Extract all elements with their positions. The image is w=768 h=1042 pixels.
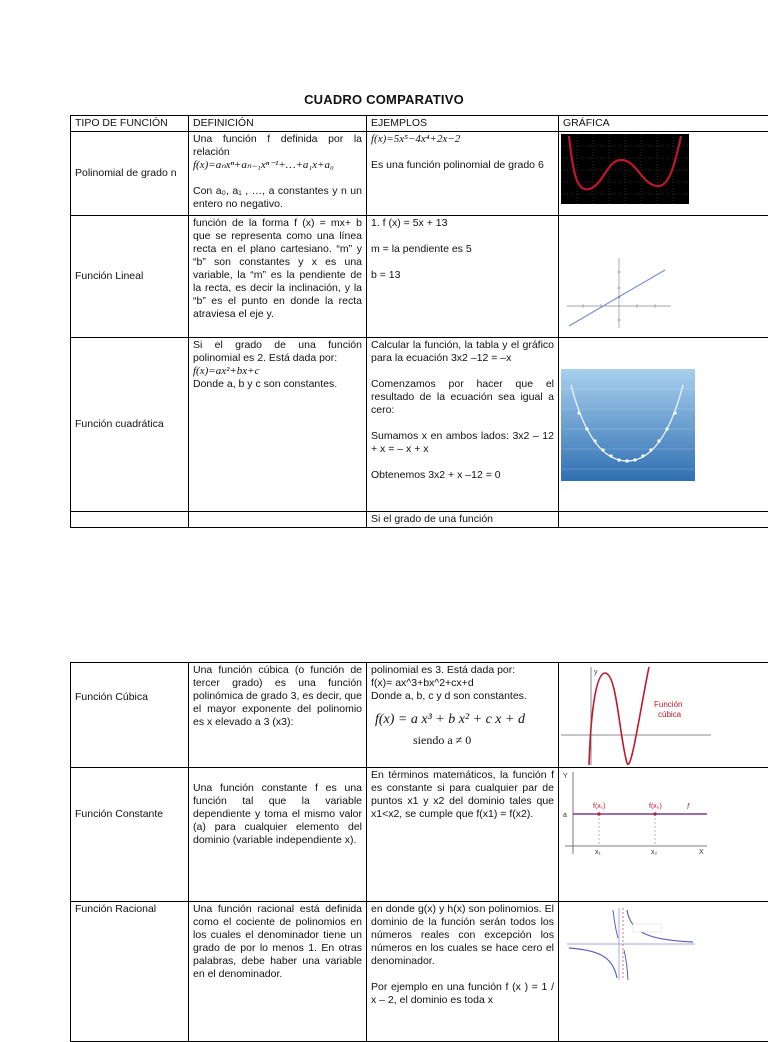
row-definition: Una función f definida por la relación f(x)=aₙxⁿ+aₙ₋₁xⁿ⁻¹+…+a₁x+a₀ Con a₀, a₁ , …, a constantes y n un entero no negativo. bbox=[189, 132, 367, 216]
graph-cell bbox=[559, 338, 768, 512]
row-example: f(x)=5x⁵−4x⁴+2x−2 Es una función polinomial de grado 6 bbox=[367, 132, 559, 216]
table-header-row bbox=[71, 116, 768, 132]
row-type bbox=[71, 512, 189, 528]
table-row-constante bbox=[71, 768, 768, 902]
table-row-polinomial bbox=[71, 132, 768, 216]
const-graph-f: f bbox=[687, 802, 690, 811]
row-definition: Una función cúbica (o función de tercer grado) es una función polinómica de grado 3, es decir, que el mayor exponente del polinomio es x elevado a 3 (x3): bbox=[189, 663, 367, 768]
cubic-graph-image bbox=[561, 665, 711, 765]
row-definition: Una función constante f es una función tal que la variable dependiente y toma el mismo valor (a) para cualquier elemento del dominio (variable independiente x). bbox=[189, 768, 367, 902]
cubic-graph-label-1: Función bbox=[654, 700, 682, 709]
const-graph-x1: x₁ bbox=[595, 849, 602, 856]
const-graph-x2: x₂ bbox=[651, 849, 658, 856]
rational-graph-image bbox=[561, 904, 701, 984]
graph-cell bbox=[559, 902, 768, 1042]
definition-formula: f(x)=ax²+bx+c bbox=[193, 365, 362, 378]
row-example: 1. f (x) = 5x + 13 m = la pendiente es 5 b = 13 bbox=[367, 216, 559, 338]
header-definicion: DEFINICIÓN bbox=[189, 116, 367, 132]
const-graph-fx1: f(x₁) bbox=[593, 803, 605, 810]
cubic-graph-axis-y: y bbox=[594, 669, 598, 676]
cubic-formula: f(x) = a x³ + b x² + c x + d bbox=[371, 713, 554, 726]
graph-cell bbox=[559, 132, 768, 216]
table-row-racional bbox=[71, 902, 768, 1042]
row-definition: Una función racional está definida como el cociente de polinomios en los cuales el denominador tiene un grado de por lo menos 1. En otras palabras, debe haber una variable en el denominador. bbox=[189, 902, 367, 1042]
const-graph-fx2: f(x₂) bbox=[649, 803, 662, 810]
graph-cell bbox=[559, 512, 768, 528]
row-definition: Si el grado de una función polinomial es 2. Está dada por: f(x)=ax²+bx+c Donde a, b y c son constantes. bbox=[189, 338, 367, 512]
row-example: en donde g(x) y h(x) son polinomios. El dominio de la función serán todos los números reales con excepción los números en los cuales se hace cero el denominador. Por ejemplo en una función f (x ) = 1 / x – 2, el dominio es toda x bbox=[367, 902, 559, 1042]
row-type: Función cuadrática bbox=[71, 338, 189, 512]
const-graph-a: a bbox=[563, 812, 567, 819]
row-definition bbox=[189, 512, 367, 528]
row-definition: función de la forma f (x) = mx+ b que se representa como una línea recta en el plano cartesiano. “m” y “b” son constantes y x es una variable, la “m” es la pendiente de la recta, es decir la inclinación, y la “b” es el punto en donde la recta atraviesa el eje y. bbox=[189, 216, 367, 338]
const-graph-y: Y bbox=[563, 773, 568, 780]
example-formula: f(x)=5x⁵−4x⁴+2x−2 bbox=[371, 133, 554, 146]
header-ejemplos: EJEMPLOS bbox=[367, 116, 559, 132]
row-type: Función Cúbica bbox=[71, 663, 189, 768]
cubic-formula-condition: siendo a ≠ 0 bbox=[371, 734, 554, 747]
graph-cell bbox=[559, 768, 768, 902]
definition-formula: f(x)=aₙxⁿ+aₙ₋₁xⁿ⁻¹+…+a₁x+a₀ bbox=[193, 159, 362, 172]
quadratic-graph-image bbox=[561, 369, 695, 481]
comparison-table-1 bbox=[70, 115, 768, 528]
row-type: Función Racional bbox=[71, 902, 189, 1042]
constant-graph-image bbox=[561, 770, 711, 856]
document-title: CUADRO COMPARATIVO bbox=[0, 92, 768, 107]
table-row-partial bbox=[71, 512, 768, 528]
row-example: En términos matemáticos, la función f es constante si para cualquier par de puntos x1 y x2 del dominio tales que x1<x2, se cumple que f(x1) = f(x2). bbox=[367, 768, 559, 902]
comparison-table-2 bbox=[70, 662, 768, 1042]
polynomial-graph-image bbox=[561, 134, 689, 204]
table-row-cubica bbox=[71, 663, 768, 768]
linear-graph-image bbox=[561, 218, 689, 334]
graph-cell bbox=[559, 663, 768, 768]
header-tipo: TIPO DE FUNCIÓN bbox=[71, 116, 189, 132]
row-example: polinomial es 3. Está dada por: f(x)= ax^3+bx^2+cx+d Donde a, b, c y d son constantes. f(x) = a x³ + b x² + c x + d siendo a ≠ 0 bbox=[367, 663, 559, 768]
table-row-cuadratica bbox=[71, 338, 768, 512]
table-row-lineal bbox=[71, 216, 768, 338]
row-example: Calcular la función, la tabla y el gráfico para la ecuación 3x2 –12 = –x Comenzamos por hacer que el resultado de la ecuación sea igual a cero: Sumamos x en ambos lados: 3x2 – 12 + x = – x + x Obtenemos 3x2 + x –12 = 0 bbox=[367, 338, 559, 512]
row-type: Polinomial de grado n bbox=[71, 132, 189, 216]
row-type: Función Lineal bbox=[71, 216, 189, 338]
graph-cell bbox=[559, 216, 768, 338]
row-example: Si el grado de una función bbox=[367, 512, 559, 528]
cubic-graph-label-2: cúbica bbox=[658, 710, 682, 719]
const-graph-x: X bbox=[699, 849, 704, 856]
header-grafica: GRÁFICA bbox=[559, 116, 768, 132]
row-type: Función Constante bbox=[71, 768, 189, 902]
